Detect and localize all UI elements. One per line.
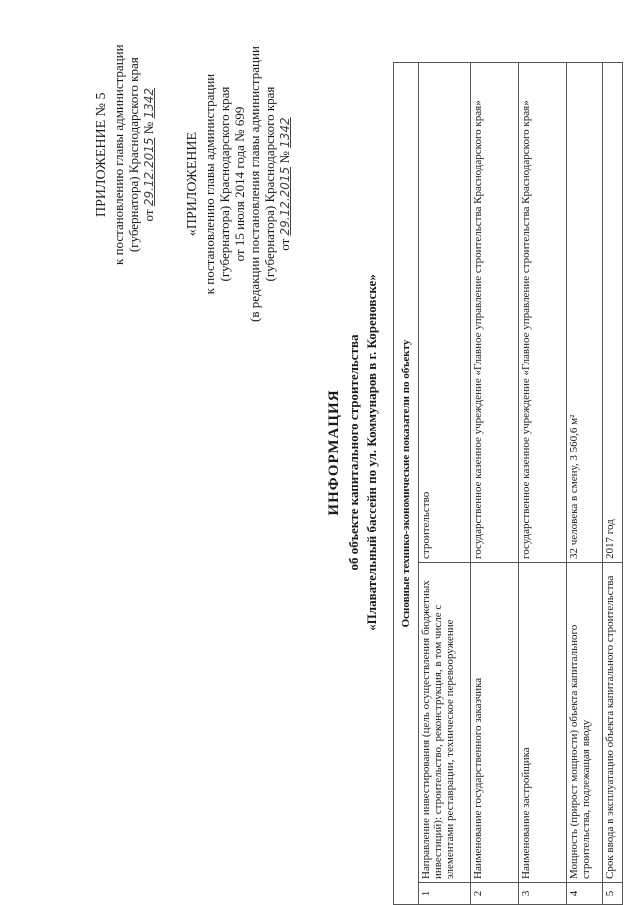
- row-indicator: Мощность (прирост мощности) объекта капитального строительства, подлежащая вводу: [567, 563, 603, 883]
- row-number: 2: [471, 883, 519, 905]
- table-row: [567, 62, 603, 904]
- row-value: 32 человека в смену, 3 560,6 м²: [567, 62, 603, 562]
- appendix-5-date-value: 29.12.2015: [142, 137, 156, 207]
- appendix-block: [185, 46, 293, 322]
- table-row: [603, 62, 623, 904]
- row-indicator: Направление инвестирования (цель осуществления бюджетных инвестиций): строительство, реконструкция, в том числе с элементами реставрации, техническое перевооружение: [419, 563, 471, 883]
- appendix-5-line-2: (губернатора) Краснодарского края: [126, 57, 141, 253]
- row-value: государственное казенное учреждение «Главное управление строительства Краснодарского края»: [471, 62, 519, 562]
- appendix-5-date-line: [141, 44, 157, 265]
- appendix-line-2: (губернатора) Краснодарского края: [217, 86, 232, 282]
- row-indicator: Наименование застройщика: [519, 563, 567, 883]
- document-subtitle: об объекте капитального строительства: [346, 334, 361, 571]
- indicators-table: [393, 62, 623, 905]
- table-header: Основные технико-экономические показатели по объекту: [394, 62, 419, 904]
- table-row: [519, 62, 567, 904]
- row-indicator: Срок ввода в эксплуатацию объекта капитального строительства: [603, 563, 623, 883]
- appendix-title: «ПРИЛОЖЕНИЕ: [185, 131, 200, 237]
- row-value: 2017 год: [603, 62, 623, 562]
- row-number: 1: [419, 883, 471, 905]
- row-number: 5: [603, 883, 623, 905]
- appendix-number-prefix: №: [277, 151, 292, 164]
- table-row: [471, 62, 519, 904]
- table-row: [419, 62, 471, 904]
- table-header-row: [394, 62, 419, 904]
- appendix-5-number-prefix: №: [141, 121, 156, 135]
- appendix-5-number-value: 1342: [142, 88, 156, 119]
- appendix-date-value: 29.12.2015: [278, 166, 292, 236]
- appendix-5-title: ПРИЛОЖЕНИЕ № 5: [94, 92, 109, 217]
- appendix-date-prefix: от: [277, 238, 292, 251]
- appendix-line-5: (губернатора) Краснодарского края: [262, 86, 277, 282]
- row-value: государственное казенное учреждение «Главное управление строительства Краснодарского края»: [519, 62, 567, 562]
- appendix-line-4: (в редакции постановления главы администрации: [247, 46, 262, 322]
- appendix-date-line: [277, 46, 293, 322]
- row-number: 4: [567, 883, 603, 905]
- appendix-line-3: от 15 июля 2014 года № 699: [232, 106, 247, 262]
- row-number: 3: [519, 883, 567, 905]
- row-indicator: Наименование государственного заказчика: [471, 563, 519, 883]
- document-title: ИНФОРМАЦИЯ: [326, 389, 342, 516]
- appendix-number-value: 1342: [278, 117, 292, 148]
- object-name: «Плавательный бассейн по ул. Коммунаров в г. Кореновске»: [364, 274, 379, 631]
- appendix-5-line-1: к постановлению главы администрации: [111, 44, 126, 265]
- appendix-5-date-prefix: от: [141, 209, 156, 222]
- appendix-5-block: [94, 44, 157, 265]
- appendix-line-1: к постановлению главы администрации: [202, 73, 217, 295]
- row-value: строительство: [419, 62, 471, 562]
